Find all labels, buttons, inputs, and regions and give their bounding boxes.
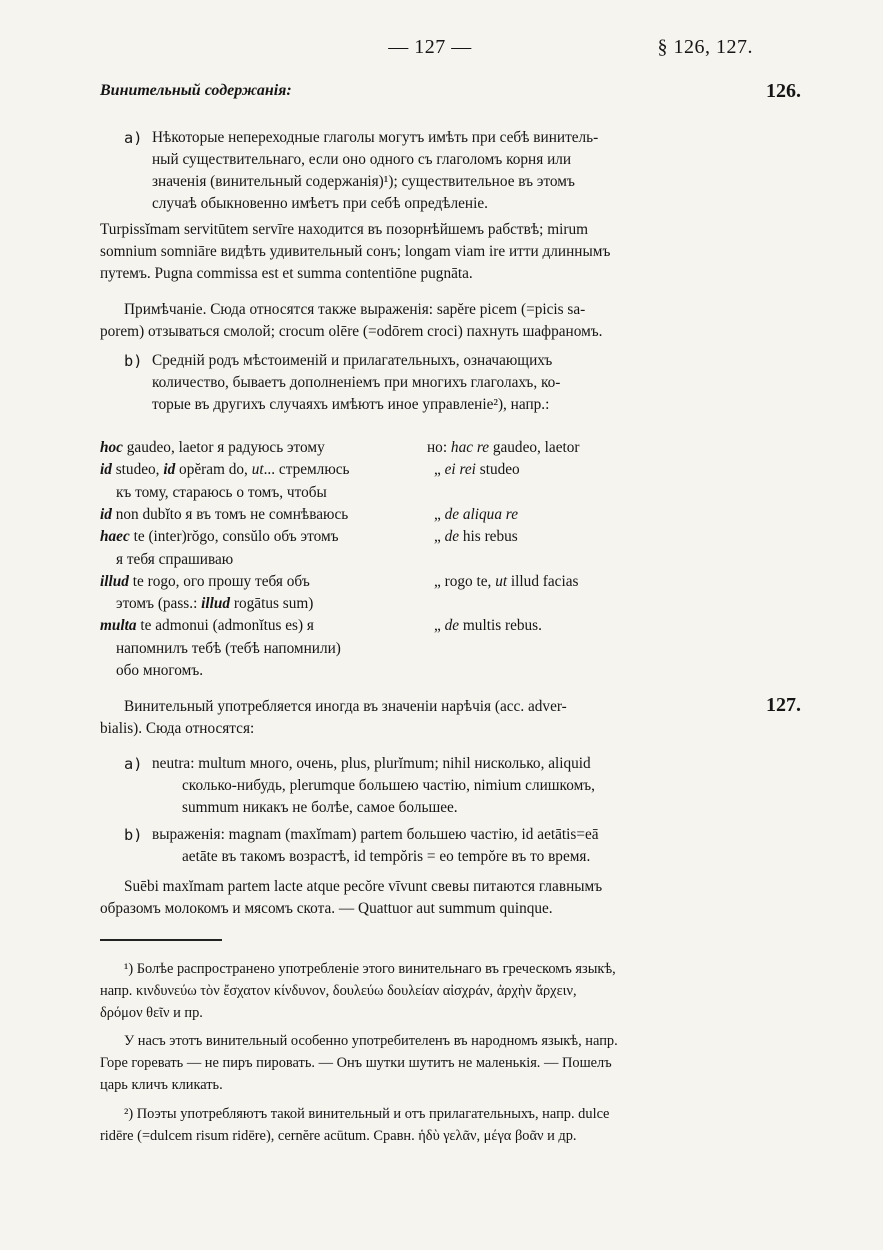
gloss-text: te rogo, ого прошу тебя объ [128,572,310,590]
text-line: porem) отзываться смолой; crocum olēre (=odōrem croci) пахнуть шафраномъ. [100,323,603,340]
item-a-marker: a) [124,129,143,147]
text-line: ный существительнаго, если оно одного съ глаголомъ корня или [152,151,572,168]
table-row [100,437,325,459]
ditto-mark: но: [427,439,451,456]
text-line: У насъ этотъ винительный особенно употребителенъ въ народномъ языкѣ, напр. [124,1033,618,1049]
latin-word: id [100,505,112,523]
text-line: δρόμον θεῖν и пр. [100,1005,203,1021]
latin-text: studeo [475,461,520,479]
gloss-text: этомъ (pass.: [116,595,202,613]
text-line: значенія (винительный содержанія)¹); существительное въ этомъ [152,173,575,190]
table-row [434,526,518,548]
table-row [100,571,310,593]
gloss-text: обо многомъ. [116,662,204,679]
latin-word: multa [100,617,137,635]
text-line: ridēre (=dulcem risum ridēre), cernĕre acūtum. Сравн. ἡδὺ γελᾶν, μέγα βοᾶν и др. [100,1128,577,1144]
text-line: aetāte въ такомъ возрастѣ, id tempŏris = eo tempŏre въ то время. [182,848,591,865]
ditto-mark: „ [434,461,445,479]
page-number: — 127 — [388,36,472,58]
latin-word: haec [100,528,130,546]
gloss-text: rogātus sum) [230,595,314,613]
latin-word: ut [251,461,264,479]
text-line: торые въ другихъ случаяхъ имѣютъ иное управленіе²), напр.: [152,396,550,413]
table-row [427,437,579,459]
latin-word: de [444,528,460,546]
table-row [434,615,542,637]
gloss-text: къ тому, стараюсь о томъ, чтобы [116,483,327,501]
section-range: § 126, 127. [657,36,753,58]
table-row [116,549,233,571]
text-line: Нѣкоторые непереходные глаголы могутъ имѣть при себѣ винитель- [152,129,599,146]
table-row [434,571,578,593]
section-title: Винительный содержанія: [100,82,292,99]
section-number-126: 126. [766,80,801,102]
latin-text: multis rebus. [459,617,542,635]
footnote-divider [100,939,222,941]
latin-word: illud [100,572,129,590]
latin-word: id [163,461,176,479]
text-line: Горе горевать — не пиръ пировать. — Онъ шутки шутитъ не маленькія. — Пошелъ [100,1055,612,1071]
gloss-text: te (inter)rŏgo, consŭlo объ этомъ [129,528,339,546]
ditto-mark: „ [434,617,445,635]
latin-text: gaudeo, laetor [489,439,580,456]
gloss-text: gaudeo, laetor я радуюсь этому [122,439,325,456]
ditto-mark: „ [434,572,445,590]
section-number-127: 127. [766,694,801,716]
latin-text: his rebus [459,528,518,546]
text-line: Средній родъ мѣстоименій и прилагательныхъ, означающихъ [152,352,553,369]
text-line: summum никакъ не болѣе, самое большее. [182,799,458,816]
table-row [100,526,339,548]
text-line: количество, бываетъ дополненіемъ при многихъ глаголахъ, ко- [152,374,561,391]
text-line: царь кличъ кликать. [100,1077,223,1093]
table-row [100,504,348,526]
item-127a-marker: a) [124,755,143,773]
ditto-mark: „ [434,505,445,523]
table-row [434,459,520,481]
item-127b-marker: b) [124,826,143,844]
item-b-marker: b) [124,352,143,370]
table-row [100,615,314,637]
gloss-text: studeo, [111,461,164,479]
text-line: neutra: multum много, очень, plus, plurĭmum; nihil нисколько, aliquid [152,755,591,772]
text-line: ²) Поэты употребляютъ такой винительный и отъ прилагательныхъ, напр. dulce [124,1106,610,1122]
text-line: случаѣ обыкновенно имѣетъ при себѣ опредѣленіе. [152,195,488,212]
latin-word: de [444,617,460,635]
latin-word: ei rei [444,461,476,479]
gloss-text: ... стремлюсь [263,461,350,479]
table-row [434,504,518,526]
text-line: ¹) Болѣе распространено употребленіе этого винительнаго въ греческомъ языкѣ, [124,961,616,977]
latin-word: id [100,461,112,479]
text-line: выраженія: magnam (maxĭmam) partem большею частію, id aetātis=eā [152,826,599,843]
latin-word: hac re [450,439,490,456]
table-row [100,459,350,481]
table-row [116,593,313,615]
latin-word: illud [201,595,231,613]
gloss-text: напомнилъ тебѣ (тебѣ напомнили) [116,639,341,657]
text-line: Примѣчаніе. Сюда относятся также выраженія: sapĕre picem (=picis sa- [124,301,586,318]
text-line: Suēbi maxĭmam partem lacte atque pecŏre vīvunt свевы питаются главнымъ [124,878,603,895]
text-line: напр. κινδυνεύω τὸν ἔσχατον κίνδυνον, δουλεύω δουλείαν αἰσχράν, ἀρχὴν ἄρχειν, [100,983,577,999]
table-row [116,482,327,504]
text-line: образомъ молокомъ и мясомъ скота. — Quattuor aut summum quinque. [100,900,553,917]
latin-word: ut [495,572,508,590]
latin-word: de aliqua re [444,505,518,523]
text-line: somnium somniāre видѣть удивительный сонъ; longam viam ire итти длиннымъ [100,243,611,260]
text-line: путемъ. Pugna commissa est et summa contentiōne pugnāta. [100,265,473,282]
latin-text: rogo te, [444,572,496,590]
table-row [116,660,203,682]
latin-word: hoc [100,439,123,456]
gloss-text: te admonui (admonĭtus es) я [136,617,314,635]
text-line: bialis). Сюда относятся: [100,720,255,737]
ditto-mark: „ [434,528,445,546]
gloss-text: non dubĭto я въ томъ не сомнѣваюсь [111,505,349,523]
text-line: Винительный употребляется иногда въ значеніи нарѣчія (acc. adver- [124,698,567,715]
latin-text: illud facias [507,572,579,590]
gloss-text: я тебя спрашиваю [116,550,234,568]
text-line: Turpissĭmam servitūtem servīre находится въ позорнѣйшемъ рабствѣ; mirum [100,221,588,238]
text-line: сколько-нибудь, plerumque большею частію, nimium слишкомъ, [182,777,595,794]
gloss-text: opĕram do, [175,461,252,479]
table-row [116,638,341,660]
